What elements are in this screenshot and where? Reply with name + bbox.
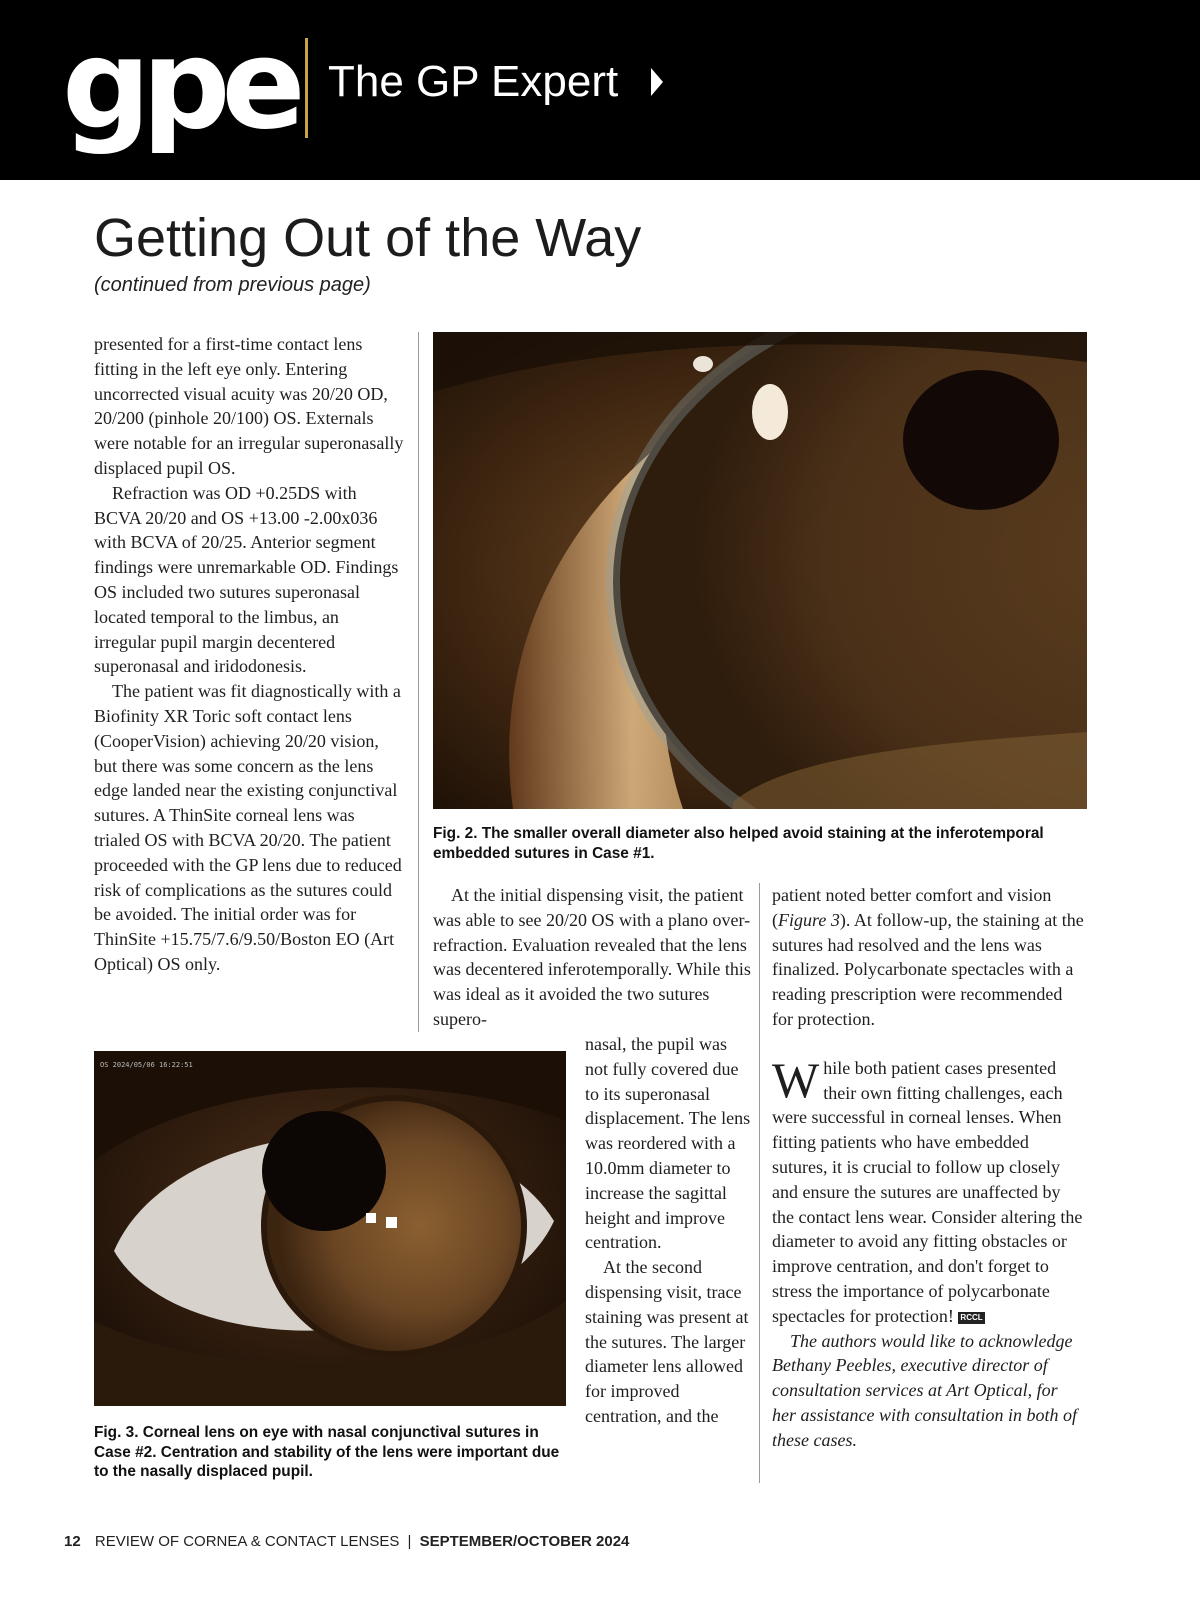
figure-3-image [94, 1051, 566, 1406]
play-arrow-icon [651, 68, 663, 96]
paragraph: Refraction was OD +0.25DS with BCVA 20/20 and OS +13.00 -2.00x036 with BCVA of 20/25. Anterior segment findings were unremarkable OD. Findings OS included two sutures superonasal located temporal to the limbus, an irregular pupil margin decentered superonasal and iridodonesis. [94, 482, 399, 677]
column-rule [759, 883, 760, 1483]
paragraph: presented for a first-time contact lens fitting in the left eye only. Entering uncorrected visual acuity was 20/20 OD, 20/200 (pinhole 20/100) OS. Externals were notable for an irregular superonasally displaced pupil OS. [94, 334, 404, 478]
rccl-end-mark-icon: RCCL [960, 1312, 983, 1322]
drop-cap: W [772, 1051, 820, 1108]
header-divider [305, 38, 308, 138]
page-footer [64, 1531, 629, 1553]
body-column-3 [772, 883, 1084, 1453]
figure-reference: Figure 3 [778, 909, 840, 930]
paragraph: The patient was fit diagnostically with a Biofinity XR Toric soft contact lens (CooperVision) achieving 20/20 vision, but there was some concern as the lens edge landed near the existing conjunctival sutures. A ThinSite corneal lens was trialed OS with BCVA 20/20. The patient proceeded with the GP lens due to reduced risk of complications as the sutures could be avoided. The initial order was for ThinSite +15.75/7.6/9.50/Boston EO (Art Optical) OS only. [94, 681, 402, 974]
conclusion-paragraph: While both patient cases presented their own fitting challenges, each were successful in corneal lenses. When fitting patients who have embedded sutures, it is crucial to follow up closely and ensure the sutures are unaffected by the contact lens wear. Consider altering the diameter to avoid any fitting obstacles or improve centration, and don't forget to stress the importance of polycarbonate spectacles for protection! RCCL [772, 1051, 1083, 1326]
paragraph: At the initial dispensing visit, the patient was able to see 20/20 OS with a plano over-refraction. Evaluation revealed that the lens was decentered inferotemporally. While this was ideal as it avoided the two sutures supero- [433, 885, 751, 1029]
timestamp-overlay: OS 2024/05/06 16:22:51 [100, 1061, 193, 1069]
paragraph: At the second dispensing visit, trace staining was present at the sutures. The larger diameter lens allowed for improved centration, and the [585, 1257, 749, 1426]
publication-name: REVIEW OF CORNEA & CONTACT LENSES [94, 1533, 400, 1550]
section-title: The GP Expert [328, 57, 619, 106]
body-column-2-narrow [585, 1032, 753, 1429]
paragraph: nasal, the pupil was not fully covered due to its superonasal displacement. The lens was reordered with a 10.0mm diameter to increase the sagittal height and improve centration. [585, 1034, 751, 1253]
column-rule [418, 332, 419, 1032]
article-title: Getting Out of the Way [94, 208, 642, 268]
figure-2-caption: Fig. 2. The smaller overall diameter also helped avoid staining at the inferotemporal embedded sutures in Case #1. [433, 825, 1044, 862]
body-column-1 [94, 332, 404, 977]
footer-separator: | [407, 1533, 412, 1550]
paragraph: patient noted better comfort and vision (Figure 3). At follow-up, the staining at the sutures had resolved and the lens was finalized. Polycarbonate spectacles with a reading prescription were recommended for protection. [772, 885, 1084, 1029]
issue-date: SEPTEMBER/OCTOBER 2024 [419, 1533, 630, 1550]
figure-2-image [433, 332, 1087, 809]
gpe-logo: gpe [62, 13, 297, 157]
figure-3-caption: Fig. 3. Corneal lens on eye with nasal conjunctival sutures in Case #2. Centration and stability of the lens were important due to the nasally displaced pupil. [94, 1424, 560, 1480]
body-column-2 [433, 883, 751, 1032]
continued-note: (continued from previous page) [94, 274, 371, 296]
page-number: 12 [64, 1533, 81, 1550]
acknowledgement: The authors would like to acknowledge Bethany Peebles, executive director of consultation services at Art Optical, for her assistance with consultation in both of these cases. [772, 1330, 1077, 1450]
